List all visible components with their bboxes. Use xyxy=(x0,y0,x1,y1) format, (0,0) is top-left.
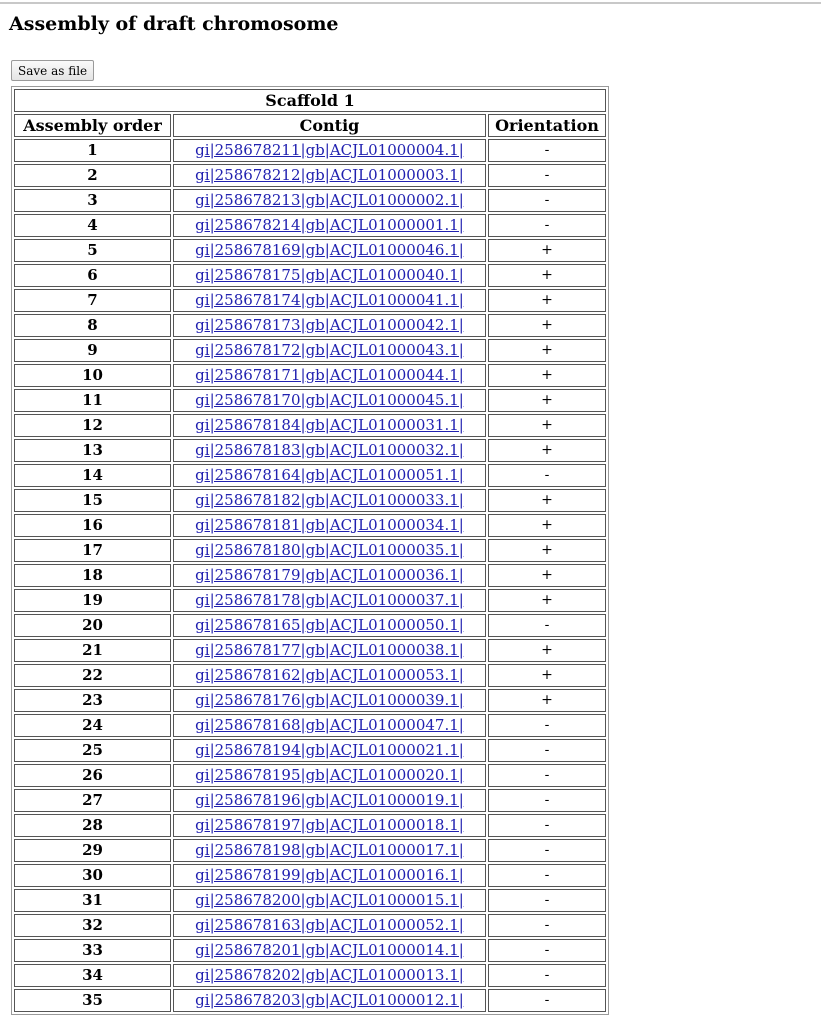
assembly-order-cell: 10 xyxy=(14,364,171,387)
table-row xyxy=(14,789,606,812)
contig-cell xyxy=(173,589,486,612)
orientation-cell: - xyxy=(488,839,606,862)
table-row xyxy=(14,189,606,212)
contig-link[interactable]: gi|258678194|gb|ACJL01000021.1| xyxy=(195,741,464,759)
contig-cell xyxy=(173,389,486,412)
contig-link[interactable]: gi|258678183|gb|ACJL01000032.1| xyxy=(195,441,464,459)
contig-link[interactable]: gi|258678169|gb|ACJL01000046.1| xyxy=(195,241,464,259)
orientation-cell: + xyxy=(488,589,606,612)
table-row xyxy=(14,889,606,912)
orientation-cell: - xyxy=(488,764,606,787)
table-row xyxy=(14,139,606,162)
assembly-order-cell: 20 xyxy=(14,614,171,637)
orientation-cell: - xyxy=(488,864,606,887)
orientation-cell: - xyxy=(488,614,606,637)
contig-cell xyxy=(173,339,486,362)
page-title: Assembly of draft chromosome xyxy=(9,13,339,35)
assembly-order-cell: 26 xyxy=(14,764,171,787)
orientation-cell: - xyxy=(488,739,606,762)
contig-link[interactable]: gi|258678197|gb|ACJL01000018.1| xyxy=(195,816,464,834)
orientation-cell: + xyxy=(488,289,606,312)
table-row xyxy=(14,639,606,662)
assembly-order-cell: 9 xyxy=(14,339,171,362)
orientation-cell: + xyxy=(488,689,606,712)
assembly-order-cell: 2 xyxy=(14,164,171,187)
orientation-cell: + xyxy=(488,364,606,387)
contig-cell xyxy=(173,739,486,762)
table-row xyxy=(14,314,606,337)
assembly-order-cell: 1 xyxy=(14,139,171,162)
orientation-cell: + xyxy=(488,514,606,537)
orientation-cell: - xyxy=(488,939,606,962)
header-assembly-order: Assembly order xyxy=(14,114,171,137)
orientation-cell: + xyxy=(488,264,606,287)
contig-cell xyxy=(173,364,486,387)
contig-link[interactable]: gi|258678173|gb|ACJL01000042.1| xyxy=(195,316,464,334)
contig-cell xyxy=(173,514,486,537)
contig-cell xyxy=(173,314,486,337)
assembly-order-cell: 29 xyxy=(14,839,171,862)
orientation-cell: + xyxy=(488,489,606,512)
contig-cell xyxy=(173,714,486,737)
contig-cell xyxy=(173,464,486,487)
table-row xyxy=(14,164,606,187)
table-row xyxy=(14,439,606,462)
table-row xyxy=(14,664,606,687)
contig-link[interactable]: gi|258678170|gb|ACJL01000045.1| xyxy=(195,391,464,409)
assembly-order-cell: 3 xyxy=(14,189,171,212)
assembly-order-cell: 14 xyxy=(14,464,171,487)
table-row xyxy=(14,489,606,512)
assembly-order-cell: 31 xyxy=(14,889,171,912)
table-row xyxy=(14,389,606,412)
assembly-order-cell: 6 xyxy=(14,264,171,287)
scaffold-caption: Scaffold 1 xyxy=(14,89,606,112)
table-row xyxy=(14,289,606,312)
table-row xyxy=(14,589,606,612)
table-row xyxy=(14,964,606,987)
table-row xyxy=(14,939,606,962)
orientation-cell: + xyxy=(488,314,606,337)
contig-cell xyxy=(173,939,486,962)
orientation-cell: - xyxy=(488,714,606,737)
contig-cell xyxy=(173,564,486,587)
table-body xyxy=(14,139,606,1012)
scaffold-table xyxy=(11,86,609,1015)
contig-cell xyxy=(173,439,486,462)
contig-cell xyxy=(173,839,486,862)
contig-link[interactable]: gi|258678214|gb|ACJL01000001.1| xyxy=(195,216,464,234)
contig-link[interactable]: gi|258678212|gb|ACJL01000003.1| xyxy=(195,166,464,184)
assembly-order-cell: 13 xyxy=(14,439,171,462)
contig-cell xyxy=(173,264,486,287)
contig-cell xyxy=(173,164,486,187)
table-row xyxy=(14,839,606,862)
orientation-cell: - xyxy=(488,214,606,237)
table-caption-row xyxy=(14,89,606,112)
orientation-cell: - xyxy=(488,189,606,212)
contig-cell xyxy=(173,414,486,437)
contig-link[interactable]: gi|258678162|gb|ACJL01000053.1| xyxy=(195,666,464,684)
assembly-order-cell: 12 xyxy=(14,414,171,437)
table-row xyxy=(14,264,606,287)
orientation-cell: - xyxy=(488,989,606,1012)
orientation-cell: + xyxy=(488,339,606,362)
orientation-cell: + xyxy=(488,389,606,412)
contig-link[interactable]: gi|258678196|gb|ACJL01000019.1| xyxy=(195,791,464,809)
top-divider xyxy=(0,2,821,4)
save-as-file-button[interactable]: Save as file xyxy=(11,60,94,81)
contig-cell xyxy=(173,614,486,637)
contig-cell xyxy=(173,814,486,837)
assembly-order-cell: 28 xyxy=(14,814,171,837)
orientation-cell: - xyxy=(488,814,606,837)
orientation-cell: + xyxy=(488,564,606,587)
contig-cell xyxy=(173,764,486,787)
assembly-order-cell: 23 xyxy=(14,689,171,712)
orientation-cell: - xyxy=(488,139,606,162)
table-row xyxy=(14,989,606,1012)
contig-cell xyxy=(173,289,486,312)
contig-link[interactable]: gi|258678213|gb|ACJL01000002.1| xyxy=(195,191,464,209)
table-row xyxy=(14,239,606,262)
assembly-order-cell: 27 xyxy=(14,789,171,812)
contig-link[interactable]: gi|258678168|gb|ACJL01000047.1| xyxy=(195,716,464,734)
table-row xyxy=(14,739,606,762)
contig-link[interactable]: gi|258678165|gb|ACJL01000050.1| xyxy=(195,616,464,634)
orientation-cell: - xyxy=(488,964,606,987)
contig-cell xyxy=(173,139,486,162)
contig-link[interactable]: gi|258678199|gb|ACJL01000016.1| xyxy=(195,866,464,884)
contig-link[interactable]: gi|258678176|gb|ACJL01000039.1| xyxy=(195,691,464,709)
contig-link[interactable]: gi|258678203|gb|ACJL01000012.1| xyxy=(195,991,464,1009)
assembly-order-cell: 5 xyxy=(14,239,171,262)
assembly-order-cell: 35 xyxy=(14,989,171,1012)
assembly-order-cell: 17 xyxy=(14,539,171,562)
contig-link[interactable]: gi|258678177|gb|ACJL01000038.1| xyxy=(195,641,464,659)
contig-link[interactable]: gi|258678200|gb|ACJL01000015.1| xyxy=(195,891,464,909)
contig-link[interactable]: gi|258678181|gb|ACJL01000034.1| xyxy=(195,516,464,534)
contig-link[interactable]: gi|258678195|gb|ACJL01000020.1| xyxy=(195,766,464,784)
table-row xyxy=(14,339,606,362)
orientation-cell: + xyxy=(488,639,606,662)
contig-cell xyxy=(173,789,486,812)
orientation-cell: + xyxy=(488,239,606,262)
table-row xyxy=(14,514,606,537)
table-row xyxy=(14,539,606,562)
contig-link[interactable]: gi|258678179|gb|ACJL01000036.1| xyxy=(195,566,464,584)
contig-cell xyxy=(173,214,486,237)
contig-link[interactable]: gi|258678174|gb|ACJL01000041.1| xyxy=(195,291,464,309)
contig-link[interactable]: gi|258678178|gb|ACJL01000037.1| xyxy=(195,591,464,609)
assembly-order-cell: 22 xyxy=(14,664,171,687)
contig-link[interactable]: gi|258678202|gb|ACJL01000013.1| xyxy=(195,966,464,984)
contig-link[interactable]: gi|258678201|gb|ACJL01000014.1| xyxy=(195,941,464,959)
contig-cell xyxy=(173,639,486,662)
contig-cell xyxy=(173,489,486,512)
orientation-cell: - xyxy=(488,464,606,487)
contig-cell xyxy=(173,864,486,887)
header-contig: Contig xyxy=(173,114,486,137)
table-row xyxy=(14,464,606,487)
table-row xyxy=(14,914,606,937)
table-row xyxy=(14,864,606,887)
contig-cell xyxy=(173,189,486,212)
table-row xyxy=(14,564,606,587)
contig-link[interactable]: gi|258678184|gb|ACJL01000031.1| xyxy=(195,416,464,434)
orientation-cell: + xyxy=(488,439,606,462)
assembly-order-cell: 16 xyxy=(14,514,171,537)
table-row xyxy=(14,364,606,387)
scaffold-table-container xyxy=(11,86,609,1015)
contig-cell xyxy=(173,539,486,562)
contig-link[interactable]: gi|258678182|gb|ACJL01000033.1| xyxy=(195,491,464,509)
assembly-order-cell: 33 xyxy=(14,939,171,962)
assembly-order-cell: 8 xyxy=(14,314,171,337)
assembly-order-cell: 19 xyxy=(14,589,171,612)
table-row xyxy=(14,414,606,437)
contig-cell xyxy=(173,964,486,987)
assembly-order-cell: 11 xyxy=(14,389,171,412)
orientation-cell: + xyxy=(488,539,606,562)
table-row xyxy=(14,214,606,237)
assembly-order-cell: 24 xyxy=(14,714,171,737)
table-header-row xyxy=(14,114,606,137)
orientation-cell: - xyxy=(488,914,606,937)
table-row xyxy=(14,689,606,712)
contig-link[interactable]: gi|258678180|gb|ACJL01000035.1| xyxy=(195,541,464,559)
contig-link[interactable]: gi|258678163|gb|ACJL01000052.1| xyxy=(195,916,464,934)
contig-cell xyxy=(173,689,486,712)
assembly-order-cell: 18 xyxy=(14,564,171,587)
contig-cell xyxy=(173,914,486,937)
orientation-cell: - xyxy=(488,889,606,912)
contig-cell xyxy=(173,239,486,262)
assembly-order-cell: 34 xyxy=(14,964,171,987)
contig-cell xyxy=(173,664,486,687)
assembly-order-cell: 7 xyxy=(14,289,171,312)
orientation-cell: + xyxy=(488,414,606,437)
contig-cell xyxy=(173,889,486,912)
table-row xyxy=(14,814,606,837)
assembly-order-cell: 25 xyxy=(14,739,171,762)
contig-link[interactable]: gi|258678198|gb|ACJL01000017.1| xyxy=(195,841,464,859)
assembly-order-cell: 4 xyxy=(14,214,171,237)
orientation-cell: - xyxy=(488,789,606,812)
assembly-order-cell: 15 xyxy=(14,489,171,512)
orientation-cell: + xyxy=(488,664,606,687)
table-row xyxy=(14,764,606,787)
table-row xyxy=(14,614,606,637)
contig-cell xyxy=(173,989,486,1012)
contig-link[interactable]: gi|258678171|gb|ACJL01000044.1| xyxy=(195,366,464,384)
contig-link[interactable]: gi|258678164|gb|ACJL01000051.1| xyxy=(195,466,464,484)
header-orientation: Orientation xyxy=(488,114,606,137)
assembly-order-cell: 30 xyxy=(14,864,171,887)
contig-link[interactable]: gi|258678172|gb|ACJL01000043.1| xyxy=(195,341,464,359)
assembly-order-cell: 21 xyxy=(14,639,171,662)
assembly-order-cell: 32 xyxy=(14,914,171,937)
contig-link[interactable]: gi|258678175|gb|ACJL01000040.1| xyxy=(195,266,464,284)
table-row xyxy=(14,714,606,737)
contig-link[interactable]: gi|258678211|gb|ACJL01000004.1| xyxy=(195,141,464,159)
orientation-cell: - xyxy=(488,164,606,187)
